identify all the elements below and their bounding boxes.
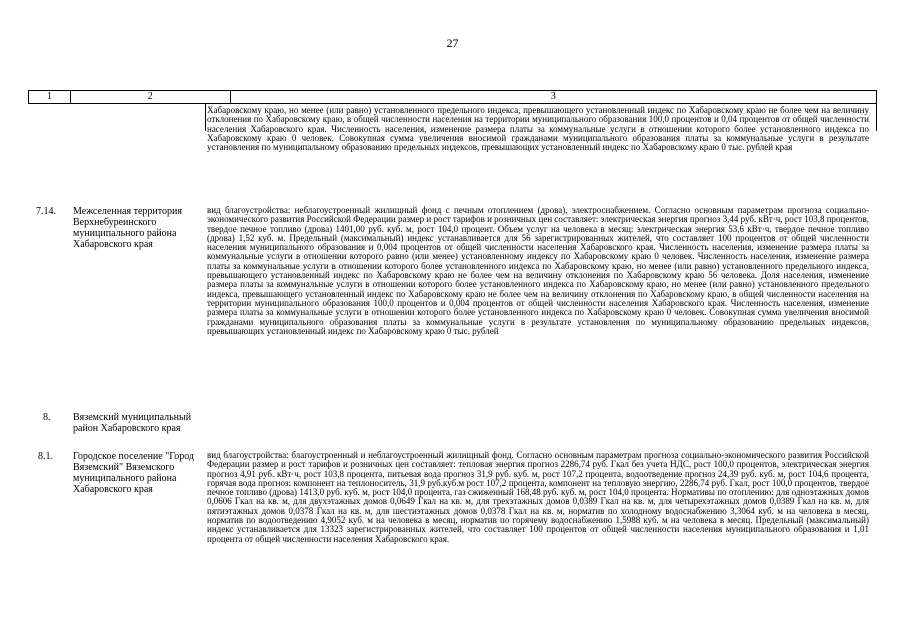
table-header-row: [28, 90, 877, 104]
row-name: Межселенная территория Верхнебуреинского муниципального района Хабаровского края: [73, 206, 182, 250]
row-number: 7.14.: [36, 206, 56, 217]
header-col-3: 3: [550, 91, 556, 102]
header-col-1: 1: [29, 91, 71, 103]
page-number: 27: [446, 36, 459, 50]
row-number: 8.1.: [38, 451, 53, 462]
col3-right-border: [876, 103, 877, 131]
row-number: 8.: [43, 412, 51, 423]
row-text: вид благоустройства: неблагоустроенный жилищный фонд с печным отоплением (дрова), электроснабжением. Согласно основным параметрам прогноза социально-экономического развития Российской Федерации размер и рост тарифов и розничных цен составляет: электрическая энергия прогноз 3,44 руб. кВт·ч, рост 103,8 процентов, твердое печное топливо (дрова) 1401,00 руб. куб. м, рост 104,0 процент. Объем услуг на человека в месяц: электрическая энергия 53,6 кВт·ч, твердое печное топливо (дрова) 1,52 куб. м. Предельный (максимальный) индекс устанавливается для 56 зарегистрированных жителей, что составляет 100 процентов от общей численности населения муниципального образования и 0,004 процентов от общей численности населения Хабаровского края. Численность населения, изменение размера платы за коммунальные услуги в отношении которого равно (или менее) установленному индексу по Хабаровскому краю 0 человек. Численность населения, изменение размера платы за коммунальные услуги в отношении которого более установленного индекса по Хабаровскому краю, но менее (или равно) установленного предельного индекса, превышающего установленный индекс по Хабаровскому краю не более чем на величину отклонения по Хабаровскому краю 56 человека. Доля населения, изменение размера платы за коммунальные услуги в отношении которого более установленного индекса по Хабаровскому краю, но менее (или равно) установленного предельного индекса, превышающего установленный индекс по Хабаровскому краю не более чем на величину отклонения по Хабаровскому краю, в общей численности населения на территории муниципального образования 100,0 процентов и 0,004 процентов от общей численности населения Хабаровского края. Численность населения, изменение размера платы за коммунальные услуги в отношении которого более установленного индекса по Хабаровскому краю 0 человек. Совокупная сумма увеличения вносимой гражданами муниципального образования платы за коммунальные услуги в результате установления по муниципальному образованию предельных индексов, превышающих установленный индекс по Хабаровскому краю 0 тыс. рублей: [207, 205, 869, 336]
row-name: Городское поселение "Город Вяземский" Вяземского муниципального района Хабаровского края: [73, 451, 195, 495]
col3-left-border: [205, 103, 206, 131]
header-col-2: 2: [71, 91, 231, 103]
row-name: Вяземский муниципальный район Хабаровского края: [73, 412, 192, 434]
continued-text: Хабаровскому краю, но менее (или равно) установленного предельного индекса, превышающего установленный индекс по Хабаровскому краю не более чем на величину отклонения по Хабаровскому краю, в общей численности населения на территории муниципального образования 100,0 процентов и 0,04 процентов от общей численности населения Хабаровского края. Численность населения, изменение размера платы за коммунальные услуги в отношении которого более установленного индекса по Хабаровскому краю 0 человек. Совокупная сумма увеличения вносимой гражданами муниципального образования платы за коммунальные услуги в результате установления по муниципальному образованию предельных индексов, превышающих установленный индекс по Хабаровскому краю 0 тыс. рублей края: [207, 105, 869, 153]
row-text: вид благоустройства: благоустроенный и неблагоустроенный жилищный фонд. Согласно основным параметрам прогноза социально-экономического развития Российской Федерации размер и рост тарифов и розничных цен составляет: тепловая энергия прогноз 2286,74 руб. Гкал без учета НДС, рост 100,0 процентов, электрическая энергия прогноз 4,91 руб. кВт·ч, рост 103,8 процента, питьевая вода прогноз 31,9 руб. куб. м, рост 107,2 процента, водоотведение прогноз 24,39 руб. куб. м, рост 104,6 процента, горячая вода прогноз: компонент на теплоноситель, 31,9 руб.куб.м рост 107,2 процента, компонент на тепловую энергию, 2286,74 руб. Гкал, рост 100,0 процентов, твердое печное топливо (дрова) 1413,0 руб. куб. м, рост 104,0 процента, газ сжиженный 168,48 руб. куб. м, рост 104,0 процента. Нормативы по отоплению: для одноэтажных домов 0,0606 Гкал на кв. м, для двухэтажных домов 0,0649 Гкал на кв. м, для трехэтажных домов 0,0389 Гкал на кв. м, для четырехэтажных домов 0,0389 Гкал на кв. м, для пятиэтажных домов 0,0378 Гкал на кв. м, для шестиэтажных домов 0,0378 Гкал на кв. м, норматив по холодному водоснабжению 3,3064 куб. м на человека в месяц, норматив по водоотведению 4,9052 куб. м на человека в месяц, норматив по горячему водоснабжению 1,5988 куб. м на человека в месяц. Предельный (максимальный) индекс устанавливается для 13323 зарегистрированных жителей, что составляет 100 процентов от общей численности населения муниципального образования и 1,01 процента от общей численности населения Хабаровского края.: [207, 450, 869, 544]
